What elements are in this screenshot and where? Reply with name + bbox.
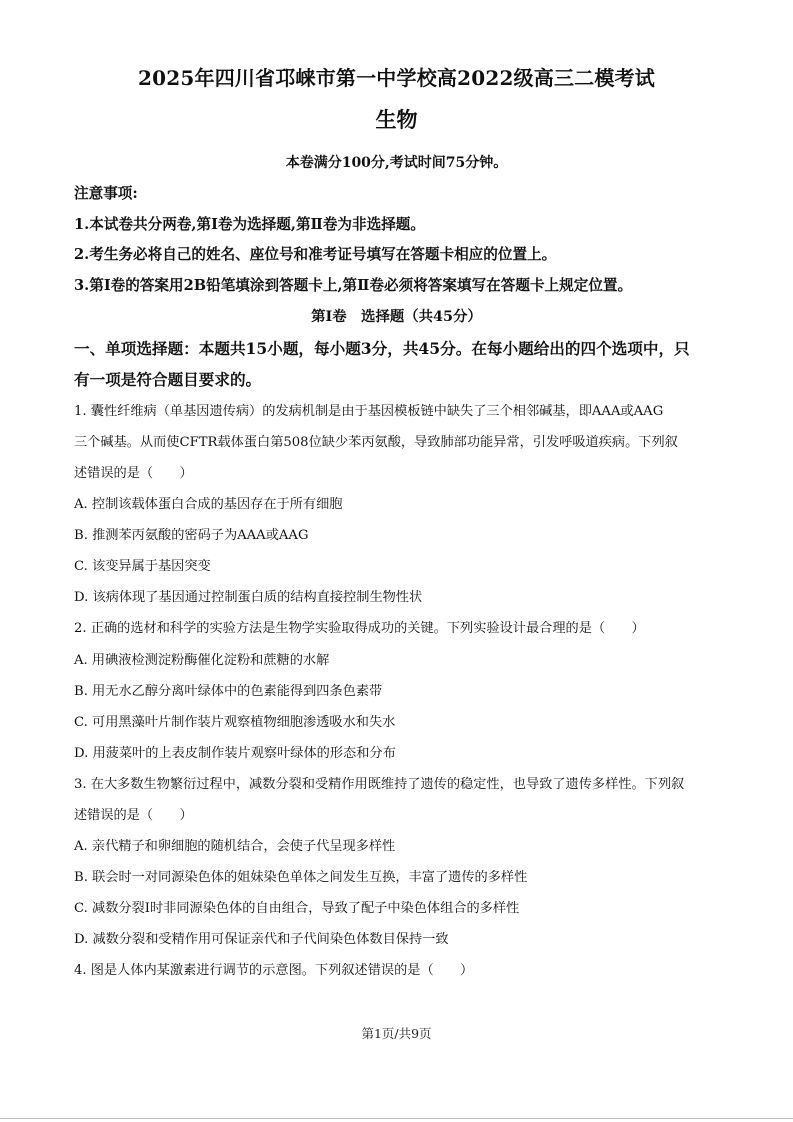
q1-stem-line-2: 三个碱基。从而使CFTR载体蛋白第508位缺少苯丙氨酸，导致肺部功能异常，引发呼吸道疾病。下列叙 (74, 435, 678, 450)
q1-option-d: D. 该病体现了基因通过控制蛋白质的结构直接控制生物性状 (74, 590, 423, 605)
q2-option-b: B. 用无水乙醇分离叶绿体中的色素能得到四条色素带 (74, 684, 383, 699)
q3-option-d: D. 减数分裂和受精作用可保证亲代和子代间染色体数目保持一致 (74, 932, 449, 947)
part1-title: 第Ⅰ卷 选择题（共45分） (311, 308, 482, 325)
q3-option-c: C. 减数分裂Ⅰ时非同源染色体的自由组合，导致了配子中染色体组合的多样性 (74, 901, 520, 916)
notice-heading: 注意事项: (74, 185, 138, 202)
exam-title: 2025年四川省邛崃市第一中学校高2022级高三二模考试 (138, 66, 655, 90)
q2-option-c: C. 可用黑藻叶片制作装片观察植物细胞渗透吸水和失水 (74, 715, 396, 730)
q2-stem-line-1: 2. 正确的选材和科学的实验方法是生物学实验取得成功的关键。下列实验设计最合理的是（ ） (74, 621, 645, 636)
notice-item-2: 2.考生务必将自己的姓名、座位号和准考证号填写在答题卡相应的位置上。 (74, 246, 557, 263)
q2-option-a: A. 用碘液检测淀粉酶催化淀粉和蔗糖的水解 (74, 653, 330, 668)
q1-option-a: A. 控制该载体蛋白合成的基因存在于所有细胞 (74, 497, 343, 512)
q3-option-b: B. 联会时一对同源染色体的姐妹染色单体之间发生互换，丰富了遗传的多样性 (74, 870, 528, 885)
page-footer: 第1页/共9页 (361, 1026, 432, 1041)
section-instruction-line-2: 有一项是符合题目要求的。 (74, 370, 262, 389)
q3-stem-line-2: 述错误的是（ ） (74, 808, 193, 823)
notice-item-1: 1.本试卷共分两卷,第Ⅰ卷为选择题,第Ⅱ卷为非选择题。 (74, 216, 425, 233)
q2-option-d: D. 用菠菜叶的上表皮制作装片观察叶绿体的形态和分布 (74, 746, 396, 761)
q1-stem-line-3: 述错误的是（ ） (74, 466, 193, 481)
q1-stem-line-1: 1. 囊性纤维病（单基因遗传病）的发病机制是由于基因模板链中缺失了三个相邻碱基，即AAA或AAG (74, 404, 664, 419)
page-bottom-divider (0, 1118, 793, 1119)
q1-option-b: B. 推测苯丙氨酸的密码子为AAA或AAG (74, 528, 309, 543)
q4-stem-line-1: 4. 图是人体内某激素进行调节的示意图。下列叙述错误的是（ ） (74, 963, 474, 978)
notice-item-3: 3.第Ⅰ卷的答案用2B铅笔填涂到答题卡上,第Ⅱ卷必须将答案填写在答题卡上规定位置。 (74, 277, 633, 294)
q3-stem-line-1: 3. 在大多数生物繁衍过程中，减数分裂和受精作用既维持了遗传的稳定性，也导致了遗传多样性。下列叙 (74, 777, 685, 792)
q1-option-c: C. 该变异属于基因突变 (74, 559, 211, 574)
q3-option-a: A. 亲代精子和卵细胞的随机结合，会使子代呈现多样性 (74, 839, 396, 854)
section-instruction-line-1: 一、单项选择题：本题共15小题，每小题3分，共45分。在每小题给出的四个选项中，只 (74, 339, 690, 358)
score-time-note: 本卷满分100分,考试时间75分钟。 (285, 155, 508, 171)
subject-title: 生物 (375, 107, 418, 132)
